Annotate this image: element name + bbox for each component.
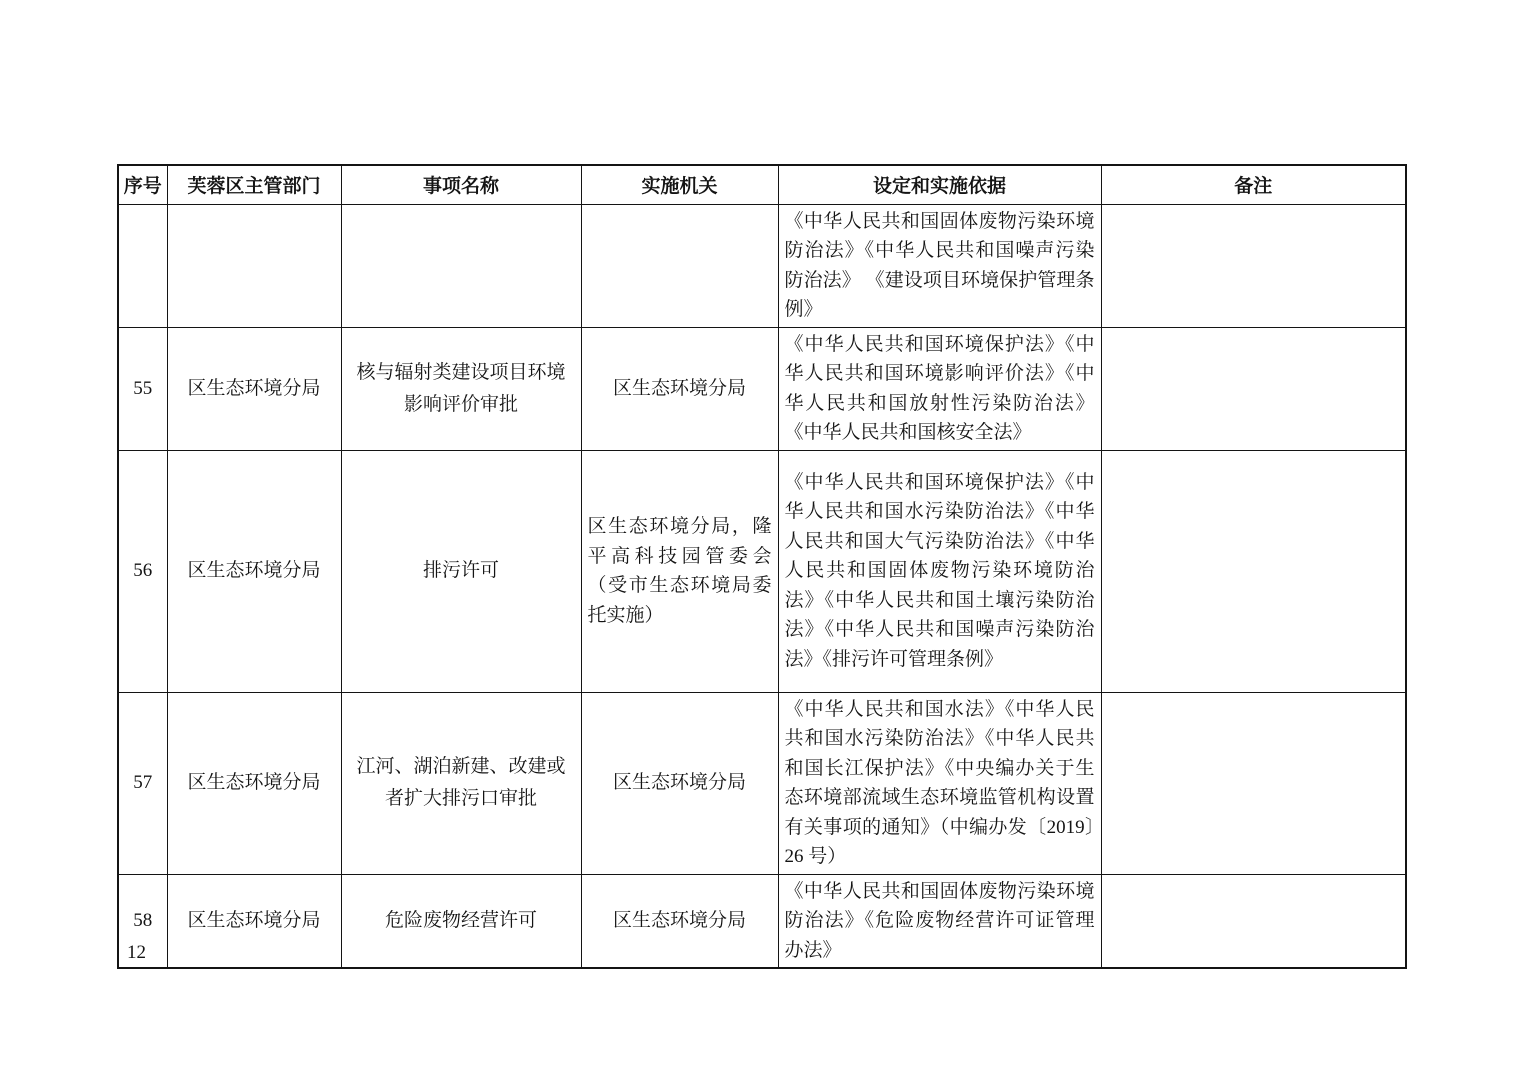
cell-department: 区生态环境分局 bbox=[167, 692, 341, 874]
cell-item bbox=[341, 204, 581, 327]
table-row bbox=[118, 692, 1406, 874]
cell-agency: 区生态环境分局，隆平高科技园管委会（受市生态环境局委托实施） bbox=[581, 450, 778, 692]
cell-agency bbox=[581, 204, 778, 327]
cell-seq: 55 bbox=[118, 327, 167, 450]
cell-basis: 《中华人民共和国环境保护法》《中华人民共和国水污染防治法》《中华人民共和国大气污染防治法》《中华人民共和国固体废物污染环境防治法》《中华人民共和国土壤污染防治法》《中华人民共和国噪声污染防治法》《排污许可管理条例》 bbox=[778, 450, 1101, 692]
header-note: 备注 bbox=[1101, 165, 1406, 204]
cell-note bbox=[1101, 204, 1406, 327]
page-number: 12 bbox=[127, 942, 146, 963]
cell-seq: 58 bbox=[118, 874, 167, 968]
cell-department: 区生态环境分局 bbox=[167, 874, 341, 968]
table-row bbox=[118, 204, 1406, 327]
header-item: 事项名称 bbox=[341, 165, 581, 204]
cell-note bbox=[1101, 874, 1406, 968]
cell-item: 危险废物经营许可 bbox=[341, 874, 581, 968]
cell-note bbox=[1101, 327, 1406, 450]
table-row bbox=[118, 327, 1406, 450]
cell-basis: 《中华人民共和国固体废物污染环境防治法》《中华人民共和国噪声污染防治法》 《建设项目环境保护管理条例》 bbox=[778, 204, 1101, 327]
cell-basis: 《中华人民共和国环境保护法》《中华人民共和国环境影响评价法》《中华人民共和国放射性污染防治法》《中华人民共和国核安全法》 bbox=[778, 327, 1101, 450]
header-seq: 序号 bbox=[118, 165, 167, 204]
table-row bbox=[118, 874, 1406, 968]
cell-seq: 57 bbox=[118, 692, 167, 874]
cell-agency: 区生态环境分局 bbox=[581, 874, 778, 968]
header-department: 芙蓉区主管部门 bbox=[167, 165, 341, 204]
cell-item: 江河、湖泊新建、改建或者扩大排污口审批 bbox=[341, 692, 581, 874]
approval-items-table bbox=[117, 164, 1407, 969]
cell-seq: 56 bbox=[118, 450, 167, 692]
table-row bbox=[118, 450, 1406, 692]
cell-seq bbox=[118, 204, 167, 327]
header-basis: 设定和实施依据 bbox=[778, 165, 1101, 204]
cell-note bbox=[1101, 450, 1406, 692]
header-agency: 实施机关 bbox=[581, 165, 778, 204]
cell-agency: 区生态环境分局 bbox=[581, 327, 778, 450]
cell-item: 核与辐射类建设项目环境影响评价审批 bbox=[341, 327, 581, 450]
cell-basis: 《中华人民共和国水法》《中华人民共和国水污染防治法》《中华人民共和国长江保护法》《中央编办关于生态环境部流域生态环境监管机构设置有关事项的通知》（中编办发〔2019〕26 号） bbox=[778, 692, 1101, 874]
table-header-row bbox=[118, 165, 1406, 204]
cell-note bbox=[1101, 692, 1406, 874]
cell-basis: 《中华人民共和国固体废物污染环境防治法》《危险废物经营许可证管理办法》 bbox=[778, 874, 1101, 968]
cell-item: 排污许可 bbox=[341, 450, 581, 692]
cell-agency: 区生态环境分局 bbox=[581, 692, 778, 874]
cell-department: 区生态环境分局 bbox=[167, 450, 341, 692]
cell-department bbox=[167, 204, 341, 327]
cell-department: 区生态环境分局 bbox=[167, 327, 341, 450]
